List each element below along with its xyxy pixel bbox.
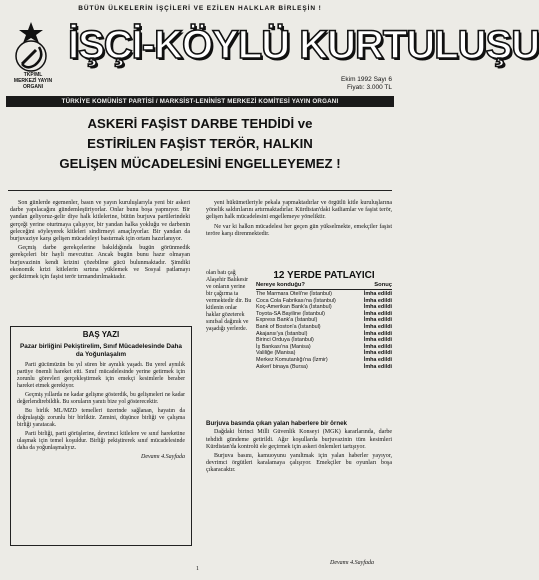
narrow-column	[206, 270, 252, 335]
bomb-table-row	[256, 304, 392, 311]
issue-info	[258, 76, 392, 92]
page-number: 1	[196, 566, 199, 572]
bomb-result: İmha edildi	[363, 291, 392, 297]
editorial-paragraph-3: Bu birlik ML/MZD temelleri üzerinde sağlanan, hayatın da doğrulaştığı zorunlu bir birliktir. Zemini, düşünce birliği ve çalışma birliği yaratacak.	[17, 408, 185, 428]
issue-price: Fiyatı: 3.000 TL	[346, 84, 392, 91]
bomb-table-row	[256, 317, 392, 324]
bomb-place: Valiliğe (Manisa)	[256, 350, 296, 357]
bomb-table-title: 12 YERDE PATLAYICI	[273, 270, 375, 281]
continued-note: Devamı 4.Sayfada	[330, 560, 374, 566]
bomb-table-header	[256, 282, 392, 290]
bomb-table-rows	[256, 291, 392, 370]
bomb-result: İmha edildi	[363, 350, 392, 357]
right-column	[206, 200, 392, 240]
bomb-result: İmha edildi	[363, 330, 392, 337]
bomb-result: İmha edildi	[363, 310, 392, 317]
bomb-table-row	[256, 357, 392, 364]
bomb-place: Askerî binaya (Bursa)	[256, 363, 308, 370]
bomb-result: İmha edildi	[363, 337, 392, 344]
bomb-place: Coca Cola Fabrikası'na (İstanbul)	[256, 297, 336, 304]
divider	[8, 190, 392, 191]
left-paragraph-2: Geçmiş darbe gerekçelerine bakıldığında bugün görünmedik gerekçeleri bir hayli mevcuttur. Ancak bugün bunu hazır olmayan burjuvazinin kendi krizini çözebilme gücü bulunmaktadır. Şimdiki ekonomik krizi kitlelerin sırtına yüklemek ve Sosyal patlamayı geciktirmek için faşist terör tırmandırılmaktadır.	[10, 245, 190, 281]
bomb-table	[256, 270, 392, 370]
right-lower-paragraph-1: Dağdaki birinci Milli Güvenlik Konseyi (MGK) kararlarında, darbe tehdidi gündeme getirildi. Ağır koşullarda burjuvazinin tüm kesimleri Kürdistan'da kontrolü ele geçirmek için askeri önlemleri tartışıyor.	[206, 429, 392, 450]
headline-line2: ESTİRİLEN FAŞİST TERÖR, HALKIN	[87, 136, 313, 151]
bomb-place: Express Bank'a (İstanbul)	[256, 317, 318, 324]
party-banner: TÜRKİYE KOMÜNİST PARTİSİ / MARKSİST-LENİNİST MERKEZİ KOMİTESİ YAYIN ORGANI	[6, 96, 394, 107]
bomb-place: Koç-Amerikan Bank'a (İstanbul)	[256, 304, 332, 311]
editorial-paragraph-2: Geçmiş yıllarda ne kadar gelişme gösterdik, bu gelişmeleri ne kadar değerlendirebildik. Bu soruların yanıtı bize yol gösterecektir.	[17, 392, 185, 405]
col-result-header: Sonuç	[374, 282, 392, 288]
newspaper-title: İŞÇİ-KÖYLÜ KURTULUŞU	[68, 23, 539, 67]
left-column	[10, 200, 190, 283]
right-lower-subhead: Burjuva basında çıkan yalan haberlere bir örnek	[206, 420, 347, 427]
right-lower-paragraph-2: Burjuva basını, kamuoyunu yanıltmak için yalan haberler yayıyor, devrimci örgütleri karalamaya çalışıyor. Emekçiler bu oyunları boşa çıkaracaktır.	[206, 453, 392, 474]
editorial-continued: Devamı 4.Sayfada	[141, 454, 185, 460]
bomb-place: Merkez Komutanlığı'na (İzmir)	[256, 356, 328, 363]
bomb-table-row	[256, 291, 392, 298]
logo-caption-line1: TKP/ML	[23, 72, 43, 78]
main-headline	[8, 114, 392, 174]
bomb-place: İş Bankası'na (Manisa)	[256, 343, 311, 350]
slogan-topline: BÜTÜN ÜLKELERİN İŞÇİLERİ VE EZİLEN HALKLAR BİRLEŞİN !	[78, 5, 322, 12]
bomb-table-row	[256, 364, 392, 371]
bomb-result: İmha edildi	[363, 356, 392, 363]
editorial-title: Pazar birliğini Pekiştirelim, Sınıf Mücadelesinde Daha da Yoğunlaşalım	[20, 343, 182, 358]
bomb-result: İmha edildi	[363, 363, 392, 370]
headline-line3: GELİŞEN MÜCADELESİNİ ENGELLEYEMEZ !	[59, 156, 341, 171]
bomb-table-row	[256, 324, 392, 331]
hammer-sickle-logo	[10, 20, 52, 72]
headline-line1: ASKERİ FAŞİST DARBE TEHDİDİ ve	[87, 116, 313, 131]
left-paragraph-1: Son günlerde egemenler, basın ve yayın kuruluşlarıyla yeni bir askeri darbe yapılacağını gündemleştiriyorlar. Onlar bunu boşa yapmıyor. Bir yandan geliyoruz-gelir diye halk kitlelerine, bütün burjuva partilerindeki gerçeği yerine oturtmaya çalışıyor, bir yandan halka yokluğu ve darbenin geleceğini söyleyerek kitleleri sindirmeyi amaçlıyorlar. Bir yandan da burjuvaziye karşı gelişen mücadeleyi bastırmak için ortam hazırlanıyor.	[10, 200, 190, 243]
bomb-table-row	[256, 350, 392, 357]
bomb-place: The Marmara Oteli'ne (İstanbul)	[256, 291, 332, 297]
right-paragraph-2: Ne var ki halkın mücadelesi her geçen gün yükselmekte, emekçiler faşist teröre karşı direnmektedir.	[206, 223, 392, 237]
bomb-place: Birinci Orduya (İstanbul)	[256, 337, 314, 344]
bomb-table-row	[256, 337, 392, 344]
right-paragraph-1: yeni hükümetleriyle pekala yapmaktadırlar ve örgütlü kitle kuruluşlarına yönelik saldırılarını artırmaktadırlar. Kürdistan'daki katliamlar ve faşist terör, gelişen halk mücadelesini engellemeye yöneliktir.	[206, 200, 392, 221]
bomb-result: İmha edildi	[363, 323, 392, 330]
editorial-tag: BAŞ YAZI	[82, 330, 120, 339]
logo-caption-line2: MERKEZİ YAYIN ORGANI	[13, 78, 53, 90]
editorial-box	[10, 326, 192, 546]
bomb-result: İmha edildi	[363, 304, 392, 311]
editorial-paragraph-4: Parti birliği, parti görüşlerine, devrimci kitlelere ve sınıf hareketine ulaşmak için temel koşuldur. Birliği pekiştirerek sınıf mücadelesinde daha da yoğunlaşmalıyız.	[17, 431, 185, 451]
bomb-place: Toyota-SA Bayiline (İstanbul)	[256, 310, 325, 317]
bomb-place: Akajansı'ya (İstanbul)	[256, 330, 308, 337]
bomb-result: İmha edildi	[363, 317, 392, 324]
logo-caption	[4, 72, 62, 90]
right-lower-article	[206, 420, 392, 477]
bomb-result: İmha edildi	[363, 297, 392, 304]
editorial-paragraph-1: Parti gücümüzün bu yıl süren bir aynılık yaşadı. Bu yerel aynılık partiye önemli hareket etti. Sınıf mücadelesinde yerine getirmek için zorunlu görevleri gerçekleştirmek için emekçi kesimlerle beraber hareket etmek gerekiyor.	[17, 362, 185, 389]
bomb-place: Bank of Boston'a (İstanbul)	[256, 323, 321, 330]
issue-date: Ekim 1992 Sayı 6	[341, 76, 392, 83]
col-place-header: Nereye konduğu?	[256, 282, 305, 288]
narrow-text: olan batı çağ Alaşehir Balıkesir ve onların yerine bir çağırma ta vermektedir dir. Bu kitlenin onlar haklar gözeterek sınıfsal dağınık ve yaşadığı yerlerde.	[206, 270, 252, 332]
bomb-result: İmha edildi	[363, 343, 392, 350]
